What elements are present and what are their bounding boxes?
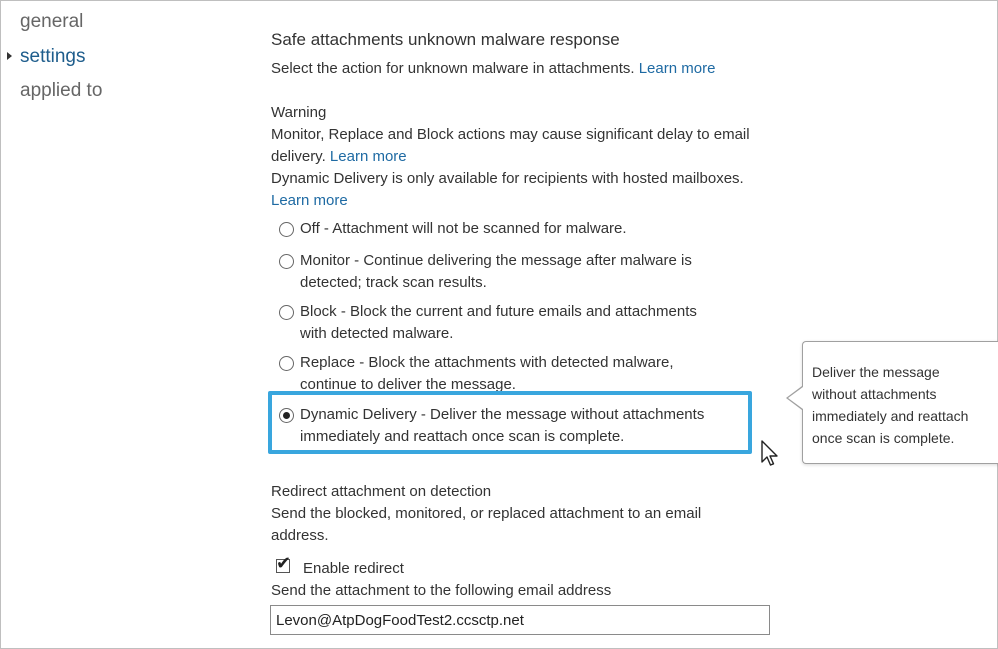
redirect-description-line2: address. (271, 527, 329, 544)
warning-learn-more-link[interactable]: Learn more (329, 148, 407, 165)
radio-off-label: Off - Attachment will not be scanned for malware. (300, 220, 627, 237)
radio-dynamic-delivery-label-line1: Dynamic Delivery - Deliver the message without attachments (300, 406, 705, 423)
dynamic-delivery-learn-more-link[interactable]: Learn more (271, 192, 348, 209)
dynamic-delivery-note: Dynamic Delivery is only available for recipients with hosted mailboxes. (271, 170, 744, 187)
warning-text-line1: Monitor, Replace and Block actions may cause significant delay to email (271, 126, 750, 143)
learn-more-link[interactable]: Learn more (638, 60, 716, 77)
radio-replace-label-line2: continue to deliver the message. (300, 376, 516, 393)
radio-dynamic-delivery-label-line2: immediately and reattach once scan is complete. (300, 428, 625, 445)
radio-monitor[interactable] (279, 254, 294, 269)
warning-title: Warning (271, 104, 327, 121)
tooltip-line1: Deliver the message (812, 364, 940, 380)
radio-off[interactable] (279, 222, 294, 237)
redirect-email-input[interactable] (270, 605, 770, 635)
radio-block[interactable] (279, 305, 294, 320)
redirect-description-line1: Send the blocked, monitored, or replaced attachment to an email (271, 505, 702, 522)
checkmark-icon: ✔ (276, 553, 292, 573)
nav-item-applied-to[interactable]: applied to (20, 80, 103, 101)
tooltip-line2: without attachments (812, 386, 937, 402)
mouse-cursor-icon (760, 440, 780, 468)
malware-description-text: Select the action for unknown malware in attachments. (271, 60, 635, 77)
tooltip-line4: once scan is complete. (812, 430, 955, 446)
tooltip-line3: immediately and reattach (812, 408, 969, 424)
warning-text-delivery: delivery. (271, 148, 326, 165)
email-field-label: Send the attachment to the following email address (271, 582, 612, 599)
nav-selected-caret-icon (7, 52, 12, 60)
malware-description (271, 58, 715, 80)
radio-monitor-label-line1: Monitor - Continue delivering the message after malware is (300, 252, 692, 269)
enable-redirect-label: Enable redirect (303, 560, 404, 577)
radio-replace[interactable] (279, 356, 294, 371)
tooltip-text (812, 361, 996, 449)
nav-item-settings[interactable]: settings (20, 46, 86, 67)
nav-item-general[interactable]: general (20, 11, 84, 32)
redirect-title: Redirect attachment on detection (271, 483, 492, 500)
warning-text-line2 (271, 146, 407, 168)
radio-dynamic-delivery[interactable] (279, 408, 294, 423)
radio-monitor-label-line2: detected; track scan results. (300, 274, 487, 291)
tooltip-arrow-fill (788, 387, 803, 409)
enable-redirect-checkbox[interactable] (276, 553, 292, 573)
radio-replace-label-line1: Replace - Block the attachments with detected malware, (300, 354, 674, 371)
radio-block-label-line2: with detected malware. (300, 325, 454, 342)
section-title-malware-response: Safe attachments unknown malware response (271, 30, 620, 49)
radio-block-label-line1: Block - Block the current and future emails and attachments (300, 303, 697, 320)
